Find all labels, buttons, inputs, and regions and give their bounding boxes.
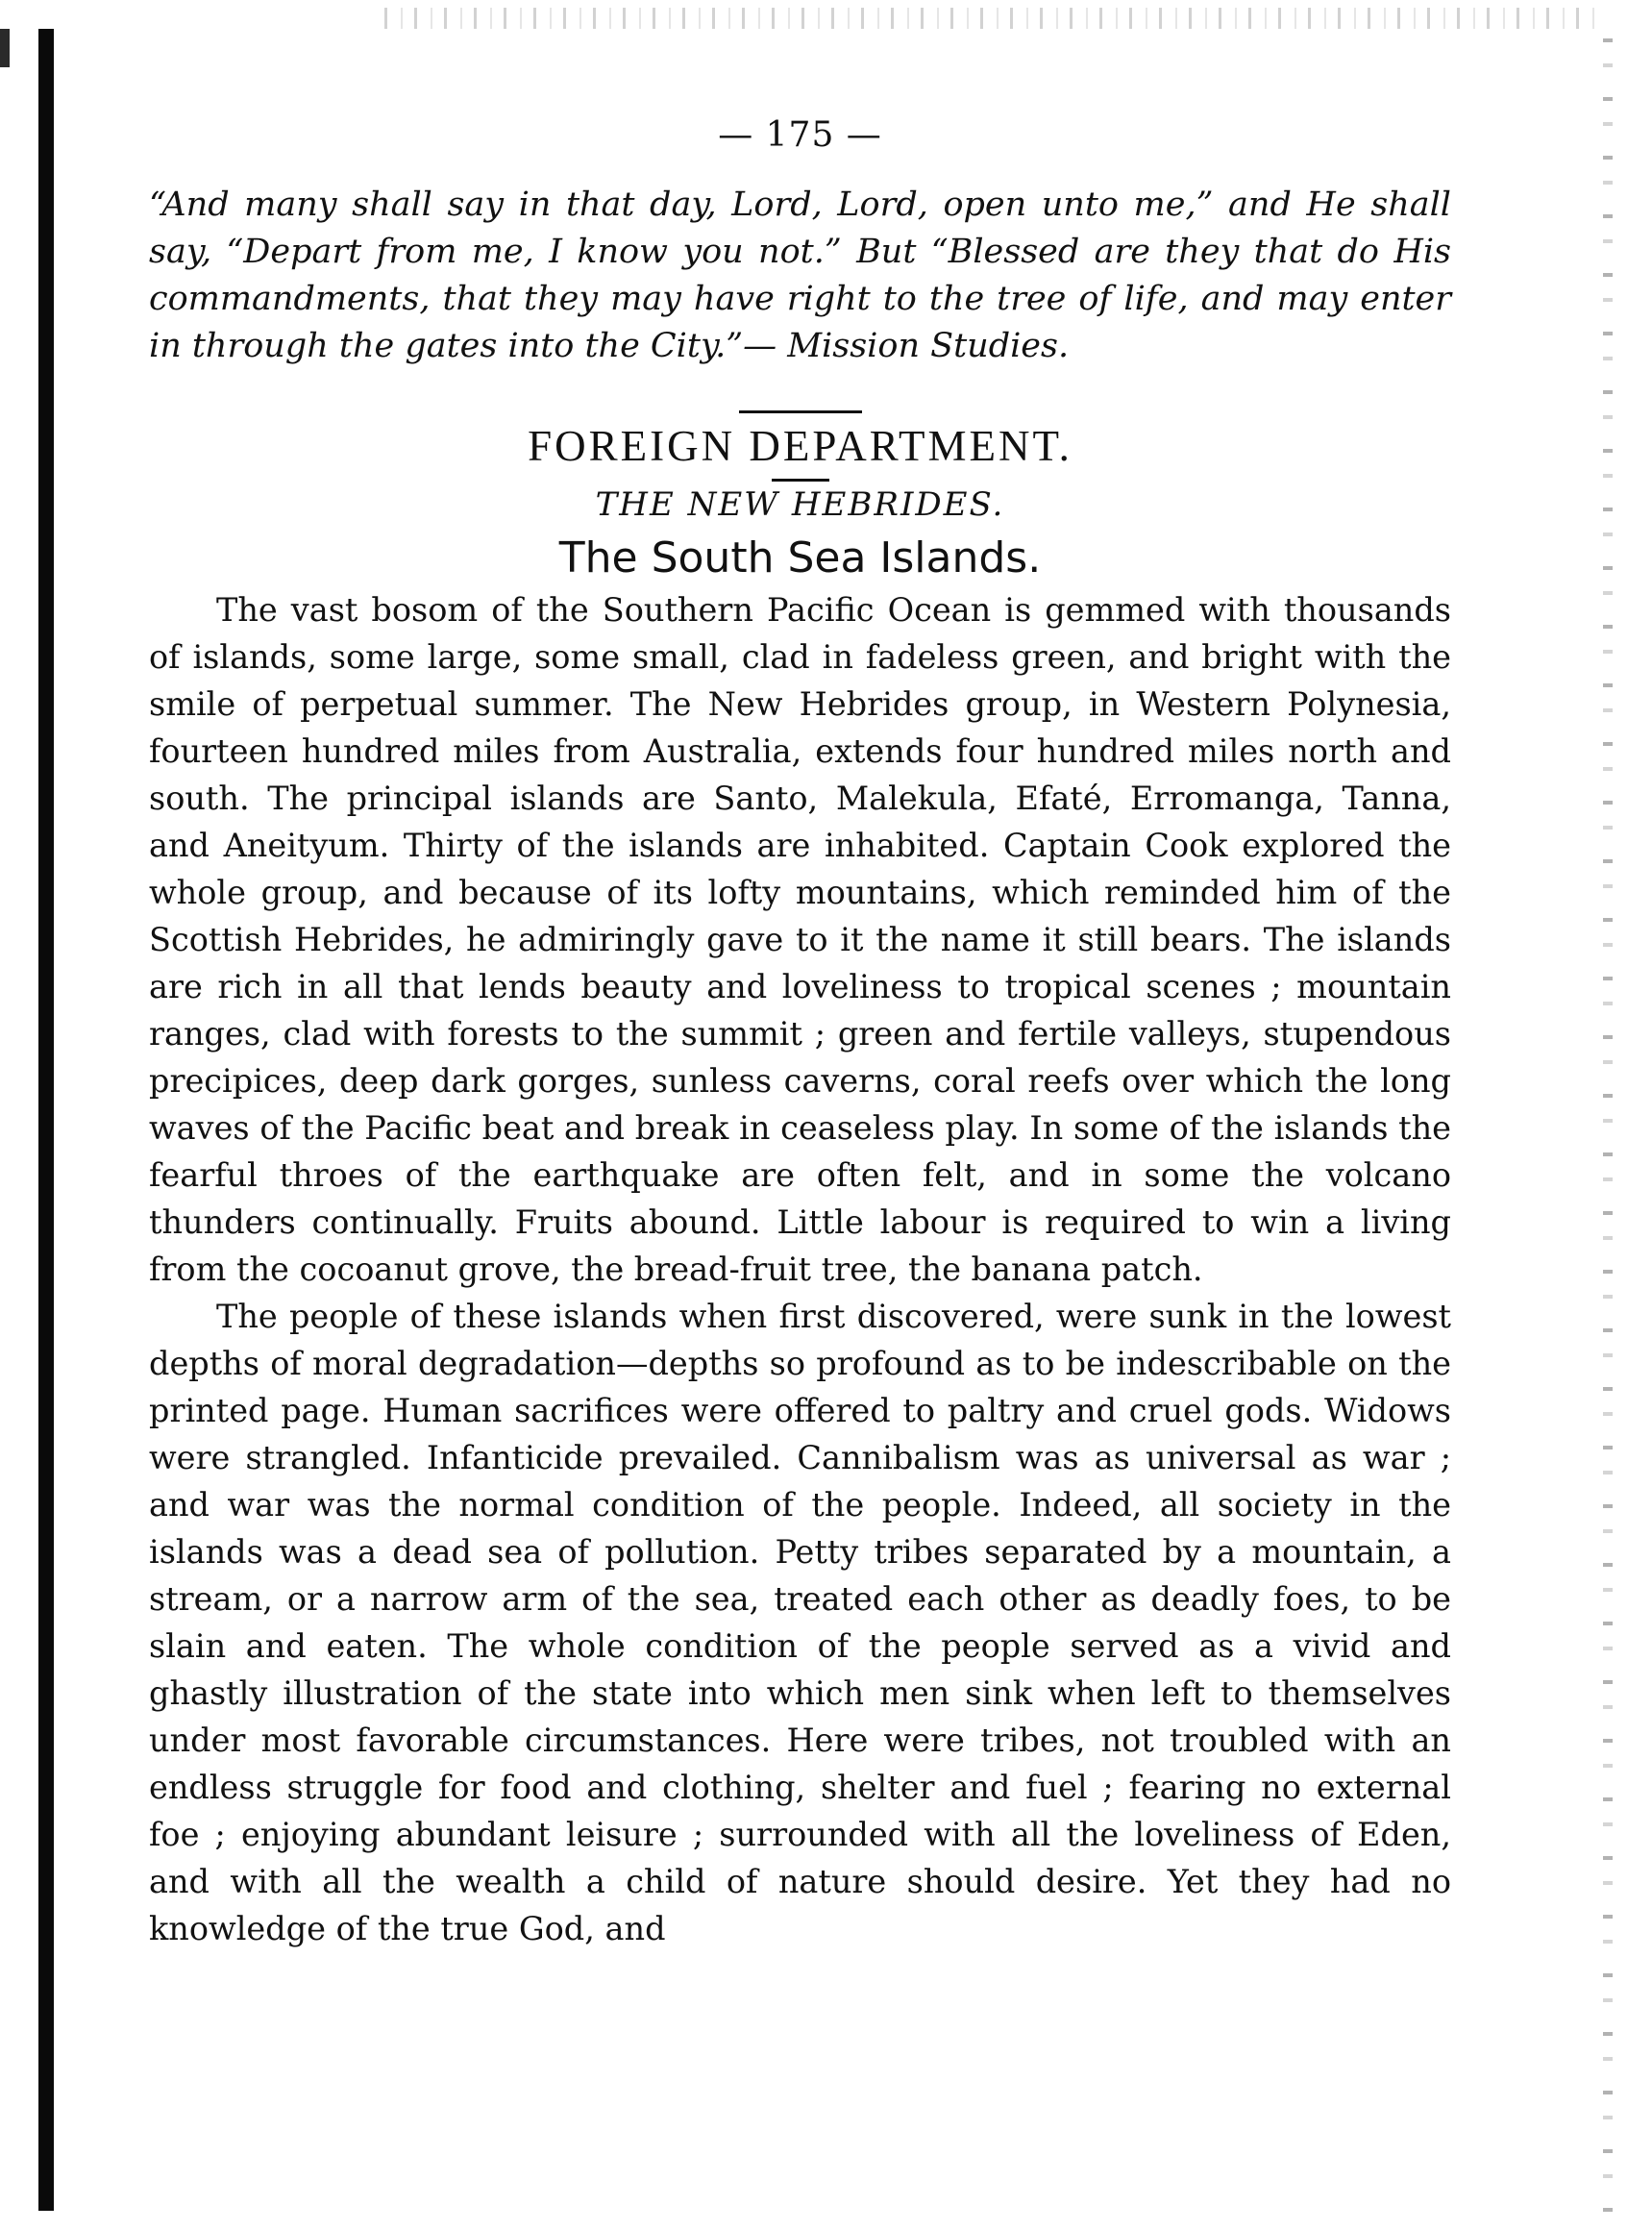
scan-right-noise <box>1603 38 1613 2220</box>
quote-source: — Mission Studies. <box>743 327 1070 365</box>
section-divider-rule <box>739 410 862 413</box>
section-subheading: THE NEW HEBRIDES. <box>595 485 1005 524</box>
closing-quote <box>149 182 1451 370</box>
body-paragraph: The people of these islands when first discovered, were sunk in the lowest depths of moral degradation—depths so profound as to be indescribable on the printed page. Human sacrifices were offered to paltry and cruel gods. Widows were strangled. Infanticide prevailed. Cannibalism was as universal as war ; and war was the normal condition of the people. Indeed, all society in the islands was a dead sea of pollution. Petty tribes separated by a mountain, a stream, or a narrow arm of the sea, treated each other as deadly foes, to be slain and eaten. The whole condition of the people served as a vivid and ghastly illustration of the state into which men sink when left to themselves under most favorable circumstances. Here were tribes, not troubled with an endless struggle for food and clothing, shelter and fuel ; fearing no external foe ; enjoying abundant leisure ; surrounded with all the loveliness of Eden, and with all the wealth a child of nature should desire. Yet they had no knowledge of the true God, and <box>149 1298 1451 1947</box>
scan-edge-mark <box>0 29 10 67</box>
section-title: FOREIGN DEPARTMENT. <box>528 422 1073 470</box>
document-page <box>149 115 1451 1952</box>
page-number: — 175 — <box>718 115 882 155</box>
quote-text: “And many shall say in that day, Lord, Lord, open unto me,” and He shall say, “Depart from me, I know you not.” But “Blessed are they that do His commandments, that they may have right to the tree of life, and may enter in through the gates into the City.” <box>149 186 1451 365</box>
title-divider-rule <box>772 479 829 482</box>
scan-binding-shadow <box>38 29 54 2211</box>
scan-top-noise <box>384 8 1595 29</box>
article-title: The South Sea Islands. <box>558 533 1042 582</box>
body-paragraph: The vast bosom of the Southern Pacific Ocean is gemmed with thousands of islands, some large, some small, clad in fadeless green, and bright with the smile of perpetual summer. The New Hebrides group, in Western Polynesia, fourteen hundred miles from Australia, extends four hundred miles north and south. The principal islands are Santo, Malekula, Efaté, Erromanga, Tanna, and Aneityum. Thirty of the islands are inhabited. Captain Cook explored the whole group, and because of its lofty mountains, which reminded him of the Scottish Hebrides, he admiringly gave to it the name it still bears. The islands are rich in all that lends beauty and loveliness to tropical scenes ; mountain ranges, clad with forests to the summit ; green and fertile valleys, stupendous precipices, deep dark gorges, sunless caverns, coral reefs over which the long waves of the Pacific beat and break in ceaseless play. In some of the islands the fearful throes of the earthquake are often felt, and in some the volcano thunders continually. Fruits abound. Little labour is required to win a living from the cocoanut grove, the bread-fruit tree, the banana patch. <box>149 591 1451 1288</box>
